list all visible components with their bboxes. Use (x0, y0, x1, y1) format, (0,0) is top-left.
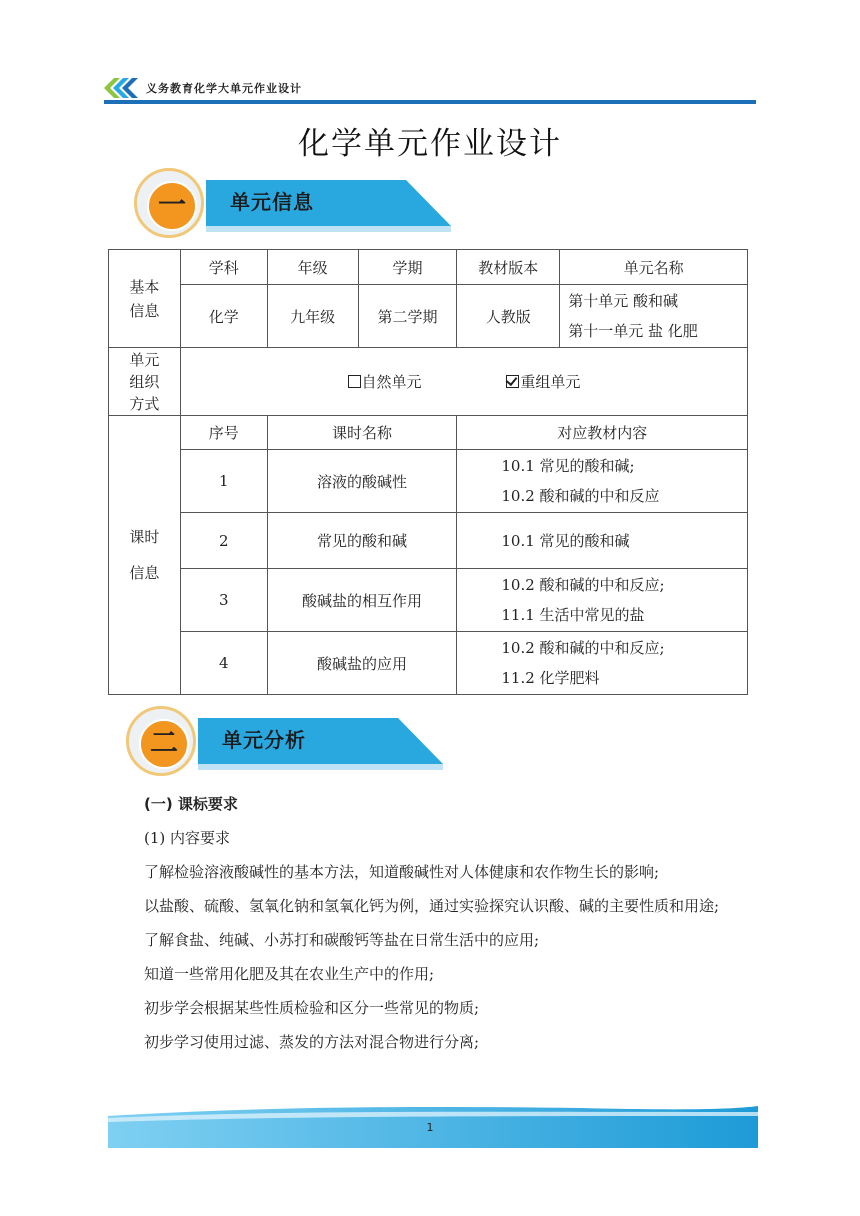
header-rule (104, 100, 756, 104)
lesson-no: 4 (180, 632, 267, 695)
header-cell: 单元名称 (560, 250, 748, 285)
lesson-no: 1 (180, 450, 267, 513)
unit-info-table (108, 249, 748, 695)
basic-info-label: 基本 信息 (109, 250, 181, 348)
value-cell: 化学 (180, 285, 267, 348)
unit-name: 第十单元 酸和碱 (568, 292, 679, 310)
value-cell: 九年级 (267, 285, 358, 348)
checkbox-unchecked-icon (348, 375, 361, 388)
section-banner-1 (134, 168, 464, 244)
lesson-content: 10.1 常见的酸和碱; 10.2 酸和碱的中和反应 (457, 450, 748, 513)
unit-name: 第十一单元 盐 化肥 (568, 322, 698, 340)
paragraph: 初步学会根据某些性质检验和区分一些常见的物质; (144, 999, 480, 1017)
section-label: 单元信息 (230, 190, 314, 214)
section-number-badge (126, 706, 196, 776)
lesson-header: 课时名称 (267, 416, 457, 450)
lesson-no: 2 (180, 513, 267, 569)
section-banner-2 (126, 706, 456, 782)
table-row (109, 632, 748, 695)
paragraph: 了解检验溶液酸碱性的基本方法，知道酸碱性对人体健康和农作物生长的影响; (144, 863, 660, 881)
section-number-badge (134, 168, 204, 238)
lesson-name: 常见的酸和碱 (267, 513, 457, 569)
paragraph: 初步学习使用过滤、蒸发的方法对混合物进行分离; (144, 1033, 480, 1051)
natural-unit-option: 自然单元 (348, 373, 427, 391)
section-number: 二 (139, 719, 189, 769)
lesson-header: 对应教材内容 (457, 416, 748, 450)
header-cell: 学科 (180, 250, 267, 285)
table-row (109, 513, 748, 569)
paragraph: 知道一些常用化肥及其在农业生产中的作用; (144, 965, 435, 983)
paragraph: 了解食盐、纯碱、小苏打和碳酸钙等盐在日常生活中的应用; (144, 931, 540, 949)
lesson-name: 溶液的酸碱性 (267, 450, 457, 513)
header-cell: 学期 (358, 250, 457, 285)
lesson-name: 酸碱盐的应用 (267, 632, 457, 695)
lesson-info-label: 课时 信息 (109, 416, 181, 695)
table-row (109, 450, 748, 513)
chevron-logo-icon (104, 76, 144, 100)
lesson-header: 序号 (180, 416, 267, 450)
checkbox-checked-icon (506, 375, 519, 388)
subheading: (一) 课标要求 (144, 795, 238, 813)
regrouped-unit-option: 重组单元 (506, 373, 580, 391)
lesson-no: 3 (180, 569, 267, 632)
section-label: 单元分析 (222, 728, 306, 752)
paragraph: 以盐酸、硫酸、氢氧化钠和氢氧化钙为例，通过实验探究认识酸、碱的主要性质和用途; (144, 897, 720, 915)
header-title: 义务教育化学大单元作业设计 (146, 82, 302, 95)
org-label: 单元 组织 方式 (109, 348, 181, 416)
lesson-content: 10.2 酸和碱的中和反应; 11.2 化学肥料 (457, 632, 748, 695)
table-row (109, 569, 748, 632)
lesson-content: 10.2 酸和碱的中和反应; 11.1 生活中常见的盐 (457, 569, 748, 632)
analysis-text (108, 787, 756, 1059)
section-number: 一 (147, 181, 197, 231)
value-cell: 第二学期 (358, 285, 457, 348)
org-options-cell (180, 348, 747, 416)
header-cell: 年级 (267, 250, 358, 285)
header-cell: 教材版本 (457, 250, 560, 285)
lesson-content: 10.1 常见的酸和碱 (457, 513, 748, 569)
unit-names-cell (560, 285, 748, 348)
page-number: 1 (426, 1121, 434, 1134)
value-cell: 人教版 (457, 285, 560, 348)
document-title: 化学单元作业设计 (298, 126, 562, 162)
page-header (104, 72, 756, 106)
lesson-name: 酸碱盐的相互作用 (267, 569, 457, 632)
item-heading: (1) 内容要求 (144, 829, 231, 847)
